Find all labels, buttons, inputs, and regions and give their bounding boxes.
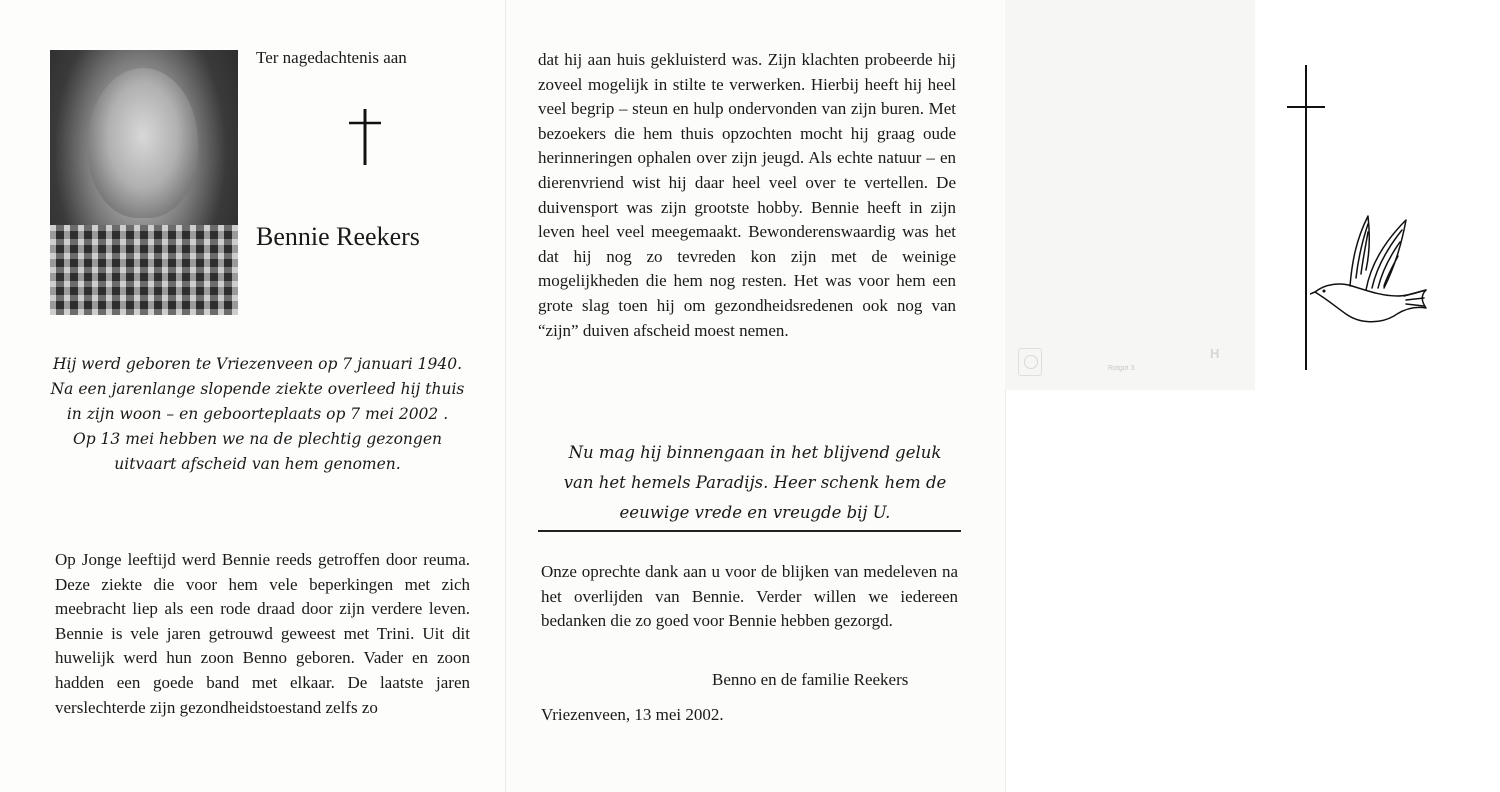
biography-continued-text: dat hij aan huis gekluisterd was. Zijn klachten probeerde hij zoveel mogelijk in stilte te verwerken. Hierbij heeft hij heel veel begrip – steun en hulp ondervonden van zijn buren. Met bezoekers die hem thuis opzochten mocht hij graag oude herinneringen ophalen over zijn jeugd. Als echte natuur – en dierenvriend wist hij daar heel veel over te vertellen. De duivensport was zijn grootste hobby. Bennie heeft in zijn leven heel veel meegemaakt. Bewonderenswaardig was het dat hij nog zo tevreden kon zijn met de weinige mogelijkheden die hem nog resten. Het was voor hem een grote slag toen hij om gezondheidsredenen ook nog van “zijn” duiven afscheid moest nemen. [538, 50, 956, 340]
memorial-intro: Ter nagedachtenis aan [256, 48, 407, 67]
card-back [1005, 0, 1255, 390]
portrait-shirt [50, 225, 238, 315]
life-dates-line: Na een jarenlange slopende ziekte overleed hij thuis [50, 380, 465, 398]
cross-icon [340, 108, 390, 166]
life-dates-text [40, 352, 475, 477]
print-code: Rotgot 3 [1108, 365, 1135, 372]
dove-icon [1310, 212, 1428, 330]
deceased-name: Bennie Reekers [256, 222, 420, 251]
prayer-line: eeuwige vrede en vreugde bij U. [619, 503, 891, 522]
signature: Benno en de familie Reekers [712, 670, 909, 689]
fold-line [505, 0, 506, 792]
prayer-line: Nu mag hij binnengaan in het blijvend geluk [568, 443, 942, 462]
divider [538, 530, 961, 532]
printer-logo-icon [1018, 348, 1042, 376]
prayer-line: van het hemels Paradijs. Heer schenk hem de [563, 473, 947, 492]
biography-text: Op Jonge leeftijd werd Bennie reeds getroffen door reuma. Deze ziekte die voor hem vele beperkingen met zich meebracht liep als een rode draad door zijn verdere leven. Bennie is vele jaren getrouwd geweest met Trini. Uit dit huwelijk werd hun zoon Benno geboren. Vader en zoon hadden een goede band met elkaar. De laatste jaren verslechterde zijn gezondheidstoestand zelfs zo [55, 550, 470, 717]
portrait-photo [50, 50, 238, 315]
thanks-text: Onze oprechte dank aan u voor de blijken van medeleven na het overlijden van Bennie. Verder willen we iedereen bedanken die zo goed voor Bennie hebben gezorgd. [541, 562, 958, 631]
life-dates-line: in zijn woon – en geboorteplaats op 7 mei 2002 . [66, 405, 449, 423]
life-dates-line: Hij werd geboren te Vriezenveen op 7 januari 1940. [52, 355, 463, 373]
printer-mark: H [1210, 346, 1220, 361]
life-dates-line: Op 13 mei hebben we na de plechtig gezongen [73, 430, 442, 448]
life-dates-line: uitvaart afscheid van hem genomen. [114, 455, 401, 473]
portrait-head [88, 68, 198, 218]
place-date: Vriezenveen, 13 mei 2002. [541, 705, 724, 724]
prayer-text [505, 438, 1005, 528]
